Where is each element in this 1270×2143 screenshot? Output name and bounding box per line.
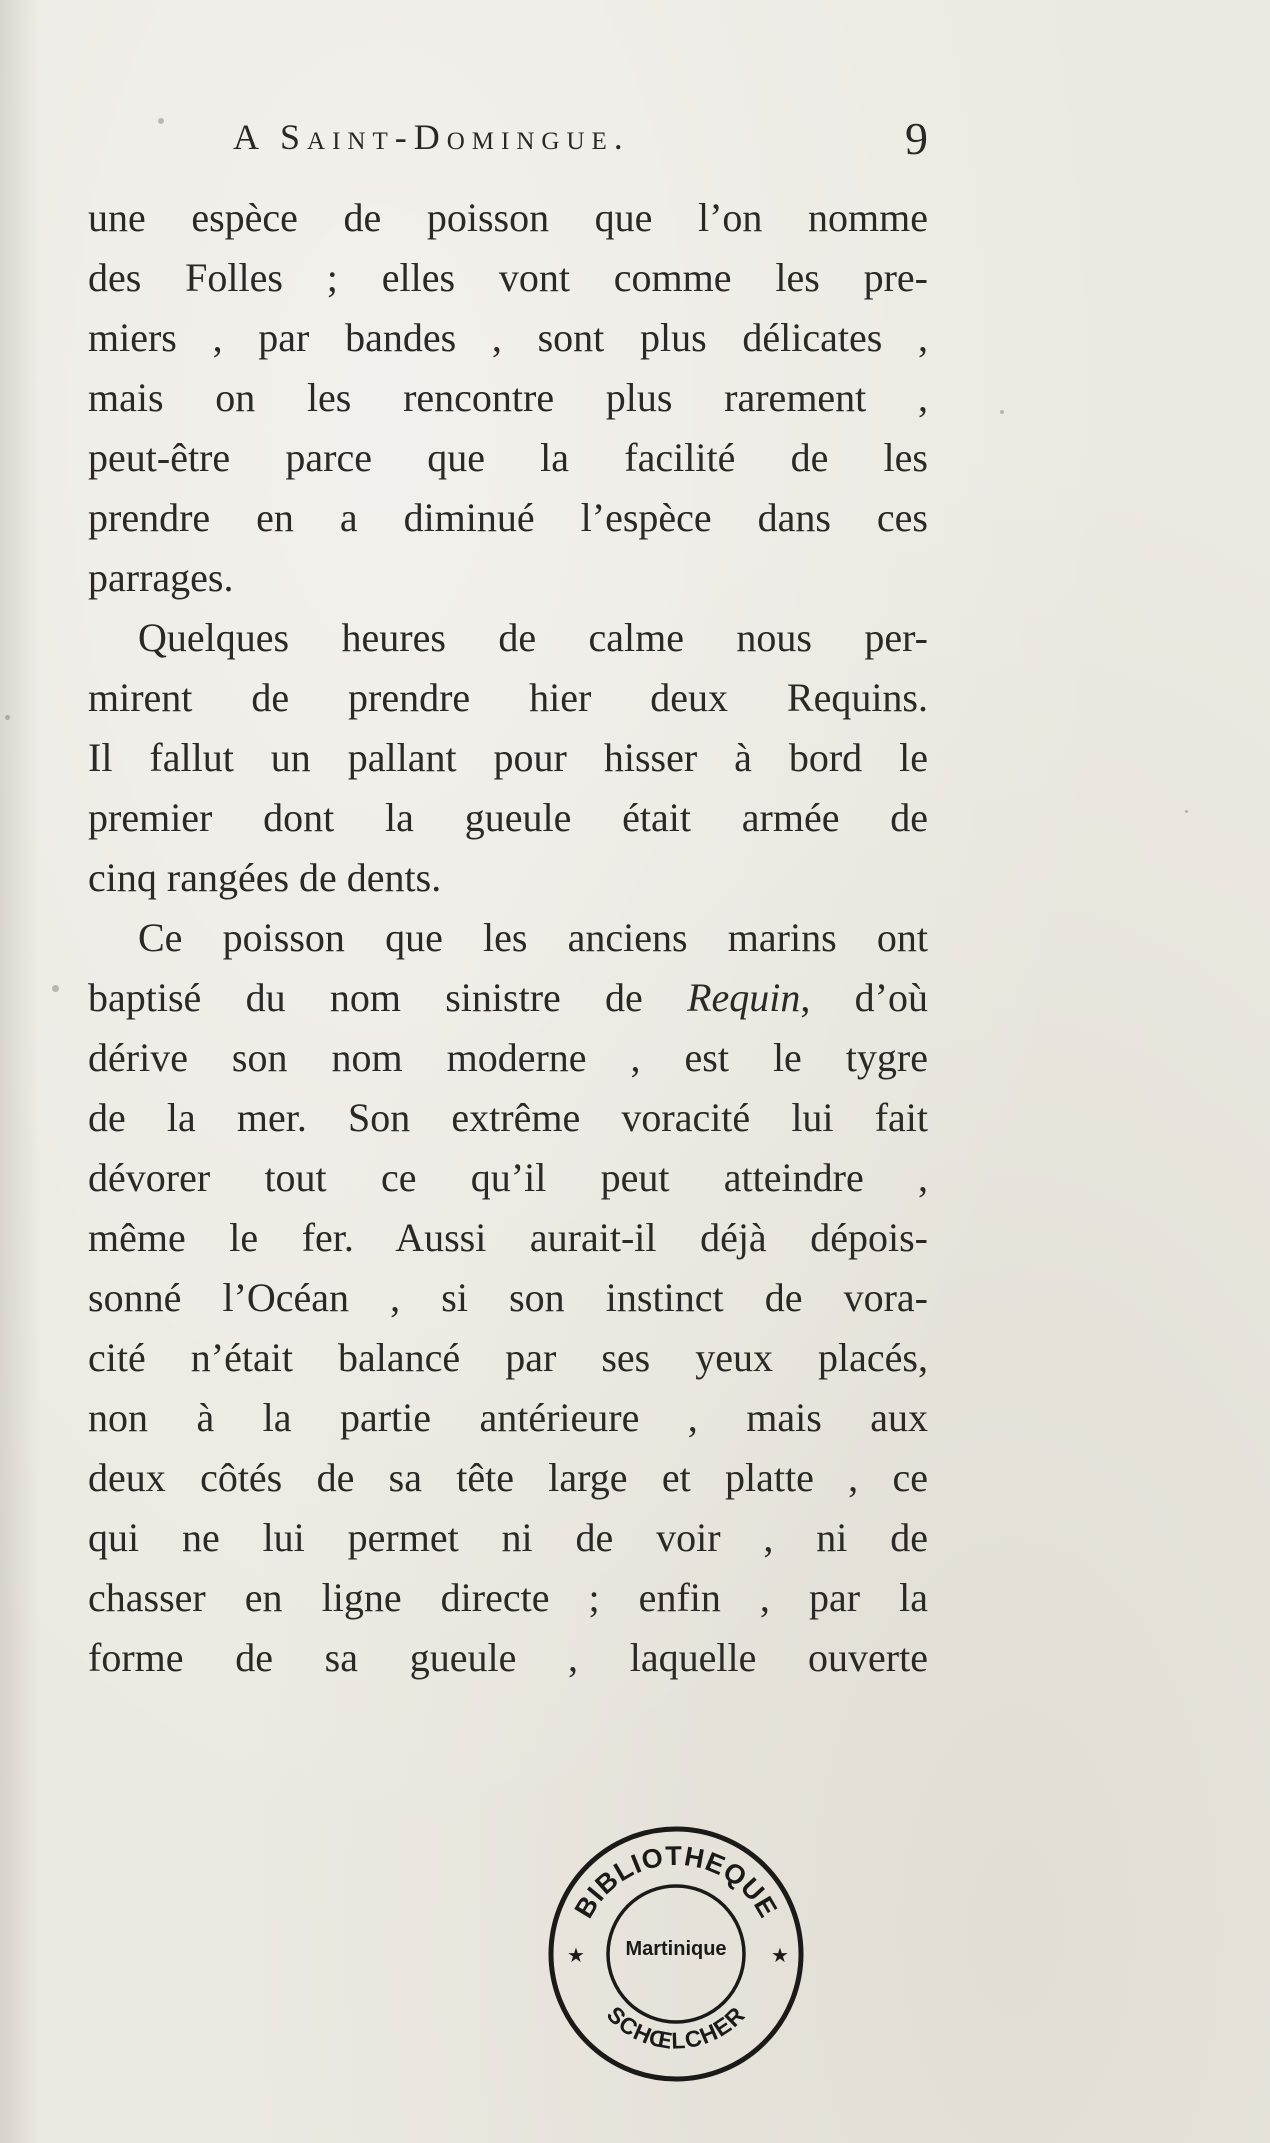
text-line: des Folles ; elles vont comme les pre- — [88, 255, 928, 300]
text-line: premier dont la gueule était armée de — [88, 795, 928, 840]
text-line: mirent de prendre hier deux Requins. — [88, 675, 928, 720]
text-fragment: , d’où — [800, 975, 928, 1020]
text-line: même le fer. Aussi aurait-il déjà dépois- — [88, 1215, 928, 1260]
text-line: cinq rangées de dents. — [88, 855, 442, 900]
paper-speck — [52, 985, 59, 992]
text-line: Il fallut un pallant pour hisser à bord le — [88, 735, 928, 780]
text-line: cité n’était balancé par ses yeux placés, — [88, 1335, 928, 1380]
stamp-center-text: Martinique — [625, 1938, 727, 1960]
text-line: forme de sa gueule , laquelle ouverte — [88, 1635, 928, 1680]
text-line: Quelques heures de calme nous per- — [138, 615, 928, 660]
text-line: mais on les rencontre plus rarement , — [88, 375, 928, 420]
text-line: non à la partie antérieure , mais aux — [88, 1395, 928, 1440]
paper-speck — [158, 118, 164, 124]
stamp-top-text: BIBLIOTHEQUE — [568, 1840, 784, 1924]
text-fragment: baptisé du nom sinistre de — [88, 975, 688, 1020]
text-line-with-italic — [88, 968, 928, 1028]
stamp-star-right-icon: ★ — [771, 1945, 789, 1967]
library-stamp — [543, 1820, 809, 2088]
paper-speck — [1000, 410, 1004, 414]
paper-speck — [1185, 810, 1188, 813]
stamp-bottom-text: SCHŒLCHER — [601, 2001, 751, 2055]
text-line: miers , par bandes , sont plus délicates , — [88, 315, 928, 360]
text-line: dévorer tout ce qu’il peut atteindre , — [88, 1155, 928, 1200]
text-line: une espèce de poisson que l’on nomme — [88, 195, 928, 240]
page-number: 9 — [905, 113, 928, 164]
running-head — [88, 112, 928, 168]
running-title: A Saint-Domingue. — [233, 117, 630, 157]
text-line: chasser en ligne directe ; enfin , par la — [88, 1575, 928, 1620]
stamp-star-left-icon: ★ — [567, 1945, 585, 1967]
text-line: peut-être parce que la facilité de les — [88, 435, 928, 480]
text-line: de la mer. Son extrême voracité lui fait — [88, 1095, 928, 1140]
text-line: sonné l’Océan , si son instinct de vora- — [88, 1275, 928, 1320]
text-line: prendre en a diminué l’espèce dans ces — [88, 495, 928, 540]
text-line: deux côtés de sa tête large et platte , ce — [88, 1455, 928, 1500]
text-line: dérive son nom moderne , est le tygre — [88, 1035, 928, 1080]
body-text — [88, 188, 928, 1688]
text-line: Ce poisson que les anciens marins ont — [138, 915, 928, 960]
text-line: qui ne lui permet ni de voir , ni de — [88, 1515, 928, 1560]
paper-speck — [5, 715, 10, 720]
italic-word-requin: Requin — [687, 975, 801, 1020]
text-line: parrages. — [88, 555, 234, 600]
